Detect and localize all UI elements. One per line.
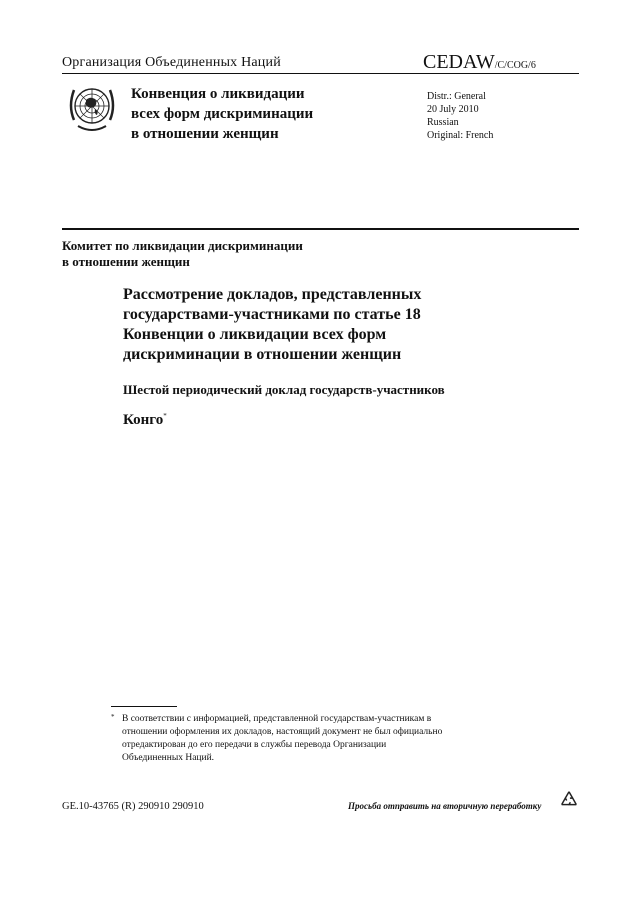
heading-line: Рассмотрение докладов, представленных — [123, 286, 422, 303]
distribution-date: 20 July 2010 — [427, 104, 479, 115]
heading-line: дискриминации в отношении женщин — [123, 346, 402, 363]
distribution-original: Original: French — [427, 130, 494, 141]
footnote — [111, 713, 531, 765]
periodic-report-title: Шестой периодический доклад государств-участников — [123, 382, 445, 397]
convention-line: Конвенция о ликвидации — [131, 86, 305, 102]
un-emblem-icon — [64, 80, 120, 136]
footnote-reference[interactable]: * — [163, 412, 167, 420]
symbol-suffix: /C/COG/6 — [494, 60, 536, 71]
country-name: Конго — [123, 412, 164, 428]
recycle-notice: Просьба отправить на вторичную переработку — [348, 801, 542, 811]
footnote-mark: * — [111, 713, 115, 721]
symbol-main: CEDAW — [423, 51, 495, 73]
organization-name: Организация Объединенных Наций — [62, 55, 281, 70]
heading-line: государствами-участниками по статье 18 — [123, 306, 421, 323]
footnote-line: отредактирован до его передачи в службы перевода Организации — [122, 740, 387, 750]
job-number: GE.10-43765 (R) 290910 290910 — [62, 801, 204, 812]
recycle-icon — [558, 789, 580, 811]
country-heading — [123, 412, 167, 429]
committee-name — [62, 238, 303, 270]
footnote-line: В соответствии с информацией, представленной государствам-участникам в — [122, 714, 432, 724]
distribution-block — [427, 90, 493, 142]
consideration-heading — [123, 285, 523, 365]
header-rule — [62, 73, 579, 74]
footnote-line: Объединенных Наций. — [122, 753, 215, 763]
convention-line: в отношении женщин — [131, 126, 279, 142]
distribution-line: Distr.: General — [427, 91, 486, 102]
convention-line: всех форм дискриминации — [131, 106, 314, 122]
distribution-language: Russian — [427, 117, 459, 128]
committee-line: в отношении женщин — [62, 254, 190, 269]
convention-title — [131, 84, 313, 144]
footnote-rule — [111, 706, 177, 707]
heading-line: Конвенции о ликвидации всех форм — [123, 326, 387, 343]
committee-line: Комитет по ликвидации дискриминации — [62, 238, 303, 253]
footnote-line: отношении оформления их докладов, настоящий документ не был официально — [122, 727, 443, 737]
section-rule — [62, 228, 579, 230]
